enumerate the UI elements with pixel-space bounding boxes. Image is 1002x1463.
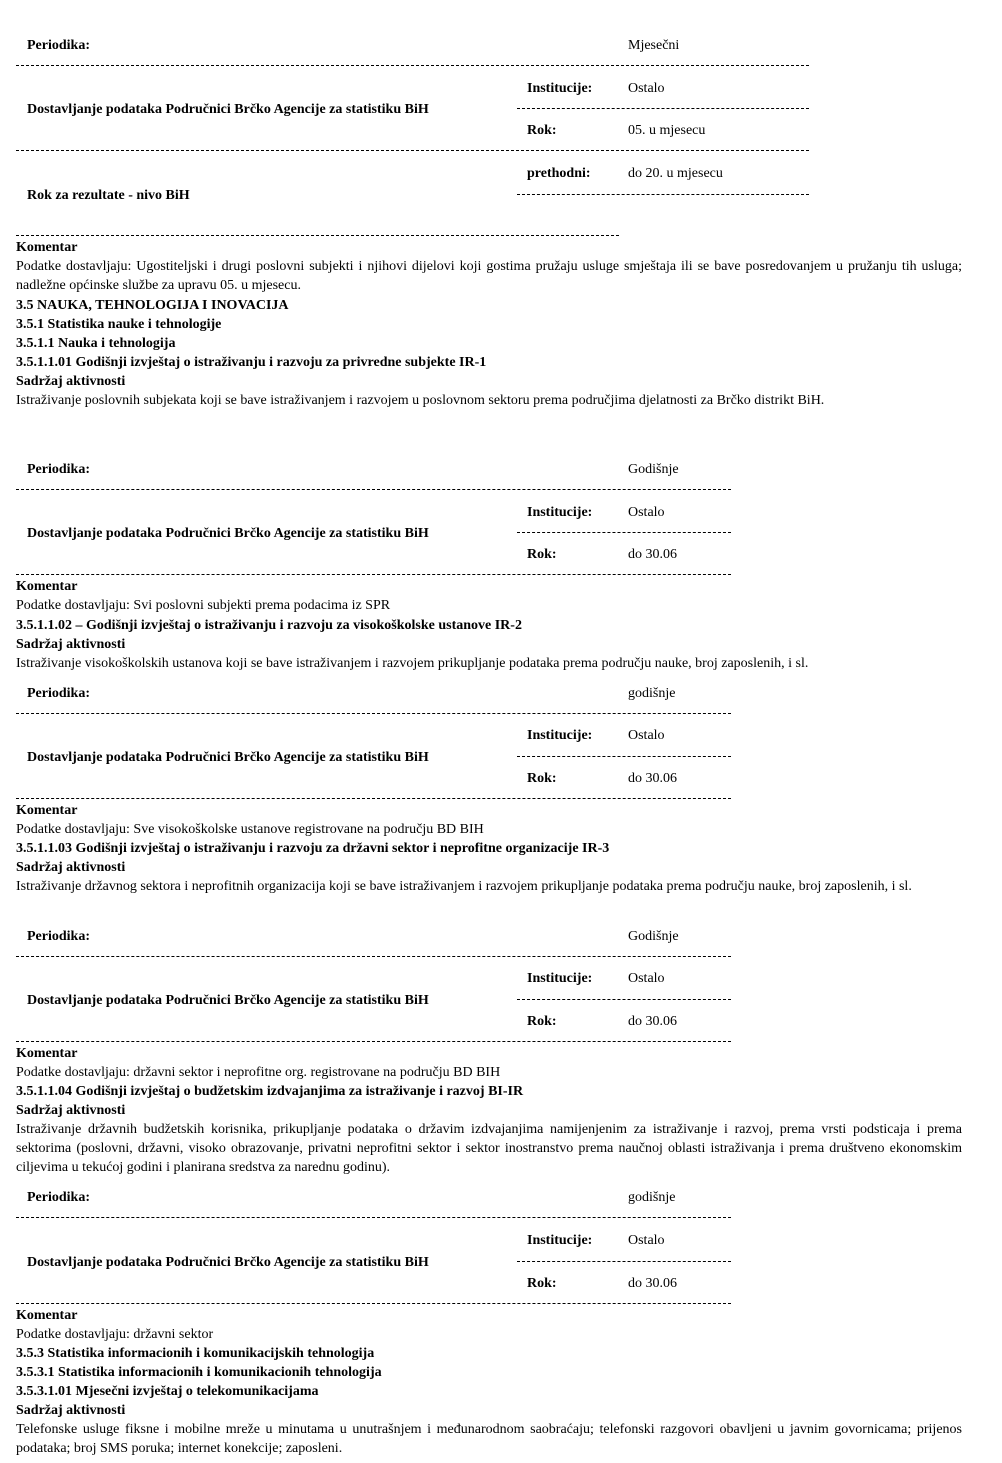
divider [16, 1217, 731, 1218]
subsection-heading: 3.5.3 Statistika informacionih i komunikacijskih tehnologija [16, 1346, 375, 1361]
sadrzaj-text: Istraživanje državnog sektora i neprofitnih organizacija koji se bave istraživanjem i razvojem prikupljanje podataka prema području nauke, broj zaposlenih, i sl. [16, 879, 912, 894]
sadrzaj-text: Telefonske usluge fiksne i mobilne mreže u minutama u unutrašnjem i međunarodnom saobraćaju; telefonski razgovori obavljeni u javnim govornicama; prijenos podataka; broj SMS poruka; internet konekcije; zaposleni. [16, 1422, 962, 1456]
divider [517, 194, 809, 195]
rok-label: Rok: [527, 547, 557, 562]
rok-value: do 30.06 [628, 547, 677, 562]
prethodni-value: do 20. u mjesecu [628, 166, 723, 181]
rok-value: 05. u mjesecu [628, 123, 706, 138]
sadrzaj-label: Sadržaj aktivnosti [16, 860, 126, 875]
institucije-value: Ostalo [628, 505, 665, 520]
dostavljanje-label: Dostavljanje podataka Područnici Brčko Agencije za statistiku BiH [27, 102, 429, 117]
institucije-value: Ostalo [628, 1233, 665, 1248]
komentar-text: Podatke dostavljaju: Sve visokoškolske ustanove registrovane na području BD BIH [16, 822, 484, 837]
divider [16, 574, 731, 575]
dostavljanje-label: Dostavljanje podataka Područnici Brčko Agencije za statistiku BiH [27, 526, 429, 541]
subsection-heading: 3.5.1 Statistika nauke i tehnologije [16, 317, 222, 332]
divider [16, 956, 731, 957]
komentar-text: Podatke dostavljaju: državni sektor i neprofitne org. registrovane na području BD BIH [16, 1065, 501, 1080]
rok-value: do 30.06 [628, 1014, 677, 1029]
divider [517, 1261, 731, 1262]
rok-label: Rok: [527, 771, 557, 786]
sadrzaj-text: Istraživanje državnih budžetskih korisnika, prikupljanje podataka o državim izdvajanjima namijenjenim za istraživanje i razvoj, prema vrsti podsticaja i prema sektorima (poslovni, državni, visoko obrazovanje, privatni neprofitni sektor i sektor inostranstvo prema naučnoj oblasti istraživanja i prema društveno ekonomskim ciljevima u tekućoj godini i planirana sredstva za narednu godinu). [16, 1122, 962, 1175]
periodika-label: Periodika: [27, 929, 90, 944]
komentar-heading: Komentar [16, 240, 78, 255]
institucije-value: Ostalo [628, 728, 665, 743]
rok-value: do 30.06 [628, 1276, 677, 1291]
rok-label: Rok: [527, 1014, 557, 1029]
divider [16, 65, 809, 66]
divider [16, 798, 731, 799]
sadrzaj-text: Istraživanje visokoškolskih ustanova koji se bave istraživanjem i razvojem prikupljanje podataka prema području nauke, broj zaposlenih, i sl. [16, 656, 809, 671]
periodika-label: Periodika: [27, 1190, 90, 1205]
divider [16, 713, 731, 714]
periodika-value: Mjesečni [628, 38, 680, 53]
divider [16, 489, 731, 490]
institucije-label: Institucije: [527, 1233, 593, 1248]
komentar-text: Podatke dostavljaju: Svi poslovni subjekti prema podacima iz SPR [16, 598, 391, 613]
activity-title: 3.5.1.1.01 Godišnji izvještaj o istraživanju i razvoju za privredne subjekte IR-1 [16, 355, 487, 370]
activity-title: 3.5.3.1.01 Mjesečni izvještaj o telekomunikacijama [16, 1384, 319, 1399]
komentar-heading: Komentar [16, 1046, 78, 1061]
rok-value: do 30.06 [628, 771, 677, 786]
komentar-text: Podatke dostavljaju: Ugostiteljski i drugi poslovni subjekti i njihovi dijelovi koji gostima pružaju usluge smještaja ili se bave posredovanjem u pružanju tih usluga; nadležne općinske službe za upravu 05. u mjesecu. [16, 259, 962, 293]
dostavljanje-label: Dostavljanje podataka Područnici Brčko Agencije za statistiku BiH [27, 1255, 429, 1270]
sadrzaj-label: Sadržaj aktivnosti [16, 1103, 126, 1118]
divider [16, 1041, 731, 1042]
periodika-label: Periodika: [27, 462, 90, 477]
rok-label: Rok: [527, 1276, 557, 1291]
dostavljanje-label: Dostavljanje podataka Područnici Brčko Agencije za statistiku BiH [27, 750, 429, 765]
periodika-value: godišnje [628, 1190, 676, 1205]
institucije-label: Institucije: [527, 728, 593, 743]
divider [517, 999, 731, 1000]
divider [16, 150, 809, 151]
sadrzaj-label: Sadržaj aktivnosti [16, 637, 126, 652]
sadrzaj-label: Sadržaj aktivnosti [16, 374, 126, 389]
periodika-label: Periodika: [27, 38, 90, 53]
divider [517, 532, 731, 533]
institucije-label: Institucije: [527, 971, 593, 986]
prethodni-label: prethodni: [527, 166, 591, 181]
divider [16, 1303, 731, 1304]
periodika-value: Godišnje [628, 929, 679, 944]
divider [517, 756, 731, 757]
subsection-heading: 3.5.3.1 Statistika informacionih i komunikacionih tehnologija [16, 1365, 382, 1380]
periodika-value: Godišnje [628, 462, 679, 477]
komentar-heading: Komentar [16, 803, 78, 818]
activity-title: 3.5.1.1.03 Godišnji izvještaj o istraživanju i razvoju za državni sektor i neprofitne organizacije IR-3 [16, 841, 610, 856]
divider [517, 108, 809, 109]
institucije-value: Ostalo [628, 81, 665, 96]
komentar-heading: Komentar [16, 579, 78, 594]
institucije-label: Institucije: [527, 81, 593, 96]
rok-label: Rok: [527, 123, 557, 138]
sadrzaj-label: Sadržaj aktivnosti [16, 1403, 126, 1418]
institucije-value: Ostalo [628, 971, 665, 986]
komentar-text: Podatke dostavljaju: državni sektor [16, 1327, 214, 1342]
komentar-heading: Komentar [16, 1308, 78, 1323]
activity-title: 3.5.1.1.02 – Godišnji izvještaj o istraživanju i razvoju za visokoškolske ustanove IR-2 [16, 618, 522, 633]
dostavljanje-label: Dostavljanje podataka Područnici Brčko Agencije za statistiku BiH [27, 993, 429, 1008]
sadrzaj-text: Istraživanje poslovnih subjekata koji se bave istraživanjem i razvojem u poslovnom sektoru prema područjima djelatnosti za Brčko distrikt BiH. [16, 393, 825, 408]
activity-title: 3.5.1.1.04 Godišnji izvještaj o budžetskim izdvajanjima za istraživanje i razvoj BI-IR [16, 1084, 524, 1099]
rok-rezultati-label: Rok za rezultate - nivo BiH [27, 188, 190, 203]
periodika-value: godišnje [628, 686, 676, 701]
periodika-label: Periodika: [27, 686, 90, 701]
subsection-heading: 3.5.1.1 Nauka i tehnologija [16, 336, 176, 351]
institucije-label: Institucije: [527, 505, 593, 520]
divider [16, 235, 619, 236]
section-heading: 3.5 NAUKA, TEHNOLOGIJA I INOVACIJA [16, 298, 289, 313]
